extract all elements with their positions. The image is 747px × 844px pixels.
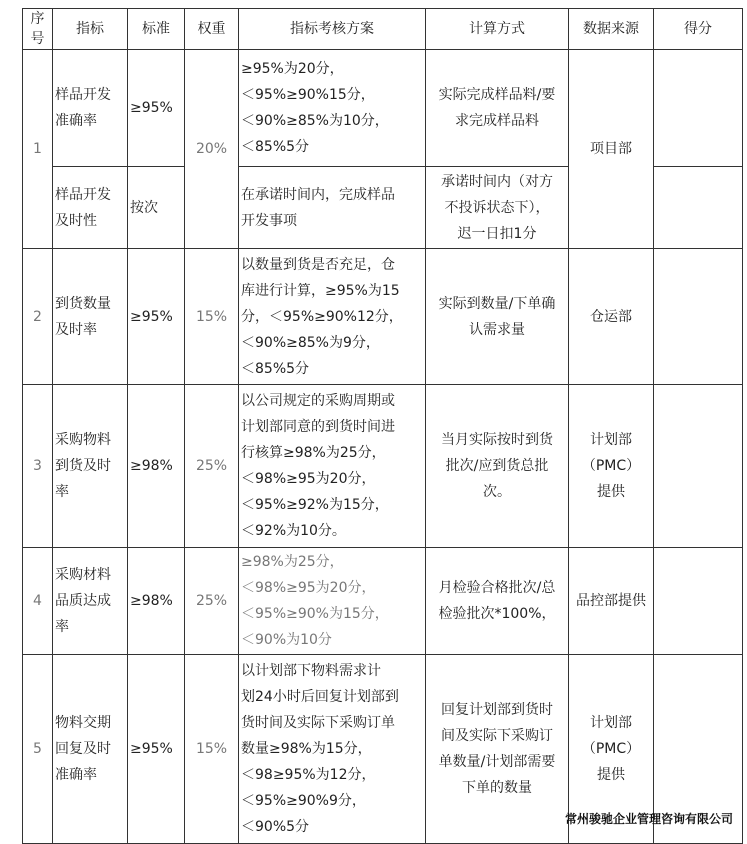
table-row — [23, 548, 743, 655]
weight-cell: 25% — [185, 385, 239, 548]
plan-cell: ≥98%为25分， ＜98%≥95为20分， ＜95%≥90%为15分， ＜90%为10分 — [239, 548, 426, 655]
row-no: 3 — [23, 385, 53, 548]
standard-cell: ≥95% — [128, 249, 185, 385]
indicator-cell: 样品开发 及时性 — [53, 167, 128, 249]
row-no: 5 — [23, 655, 53, 844]
row-no: 2 — [23, 249, 53, 385]
table-row — [23, 249, 743, 385]
header-indicator: 指标 — [53, 9, 128, 50]
plan-cell: ≥95%为20分， ＜95%≥90%15分， ＜90%≥85%为10分， ＜85%5分 — [239, 50, 426, 167]
plan-cell: 以公司规定的采购周期或 计划部同意的到货时间进 行核算≥98%为25分， ＜98%≥95为20分， ＜95%≥92%为15分， ＜92%为10分。 — [239, 385, 426, 548]
weight-cell: 25% — [185, 548, 239, 655]
source-cell: 项目部 — [569, 50, 654, 249]
calc-cell: 回复计划部到货时 间及实际下采购订 单数量/计划部需要 下单的数量 — [426, 655, 569, 844]
header-no: 序号 — [23, 9, 53, 50]
indicator-cell: 样品开发 准确率 — [53, 50, 128, 167]
source-cell: 品控部提供 — [569, 548, 654, 655]
standard-cell: ≥95% — [128, 655, 185, 844]
standard-cell: ≥95% — [128, 50, 185, 167]
row-no: 4 — [23, 548, 53, 655]
score-cell[interactable] — [654, 548, 743, 655]
indicator-cell: 到货数量 及时率 — [53, 249, 128, 385]
weight-cell: 15% — [185, 655, 239, 844]
calc-cell: 承诺时间内（对方 不投诉状态下）， 迟一日扣1分 — [426, 167, 569, 249]
header-row — [23, 9, 743, 50]
header-source: 数据来源 — [569, 9, 654, 50]
table-row — [23, 50, 743, 167]
indicator-cell: 采购材料 品质达成 率 — [53, 548, 128, 655]
row-no: 1 — [23, 50, 53, 249]
weight-cell: 20% — [185, 50, 239, 249]
standard-cell: ≥98% — [128, 385, 185, 548]
indicator-cell: 物料交期 回复及时 准确率 — [53, 655, 128, 844]
table-row — [23, 385, 743, 548]
source-cell: 计划部 （PMC） 提供 — [569, 385, 654, 548]
plan-cell: 以数量到货是否充足，仓 库进行计算，≥95%为15 分，＜95%≥90%12分， ＜90%≥85%为9分， ＜85%5分 — [239, 249, 426, 385]
company-watermark: 常州骏驰企业管理咨询有限公司 — [565, 812, 734, 826]
source-cell: 仓运部 — [569, 249, 654, 385]
header-calc: 计算方式 — [426, 9, 569, 50]
header-weight: 权重 — [185, 9, 239, 50]
calc-cell: 实际完成样品料/要 求完成样品料 — [426, 50, 569, 167]
standard-cell: 按次 — [128, 167, 185, 249]
plan-cell: 在承诺时间内，完成样品 开发事项 — [239, 167, 426, 249]
plan-cell: 以计划部下物料需求计 划24小时后回复计划部到 货时间及实际下采购订单 数量≥98%为15分， ＜98≥95%为12分， ＜95%≥90%9分， ＜90%5分 — [239, 655, 426, 844]
kpi-table — [22, 8, 743, 844]
indicator-cell: 采购物料 到货及时 率 — [53, 385, 128, 548]
source-cell: 计划部 （PMC） 提供 — [569, 655, 654, 844]
header-score: 得分 — [654, 9, 743, 50]
calc-cell: 当月实际按时到货 批次/应到货总批 次。 — [426, 385, 569, 548]
score-cell[interactable] — [654, 249, 743, 385]
header-standard: 标准 — [128, 9, 185, 50]
calc-cell: 月检验合格批次/总 检验批次*100%， — [426, 548, 569, 655]
standard-cell: ≥98% — [128, 548, 185, 655]
score-cell[interactable] — [654, 385, 743, 548]
score-cell[interactable] — [654, 167, 743, 249]
score-cell[interactable] — [654, 50, 743, 167]
calc-cell: 实际到数量/下单确 认需求量 — [426, 249, 569, 385]
weight-cell: 15% — [185, 249, 239, 385]
header-plan: 指标考核方案 — [239, 9, 426, 50]
